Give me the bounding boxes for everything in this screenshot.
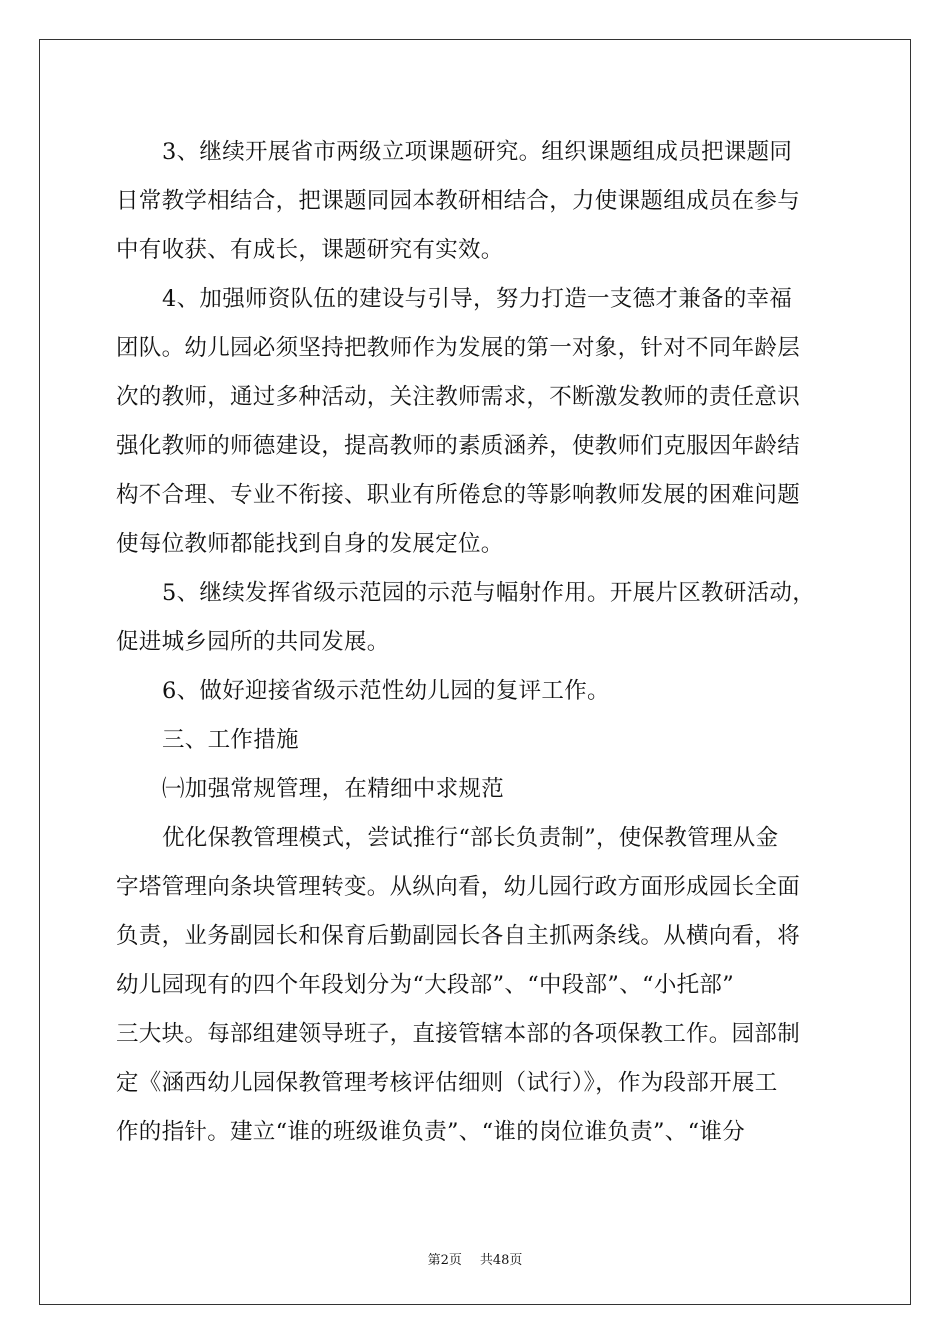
text-line: 5、继续发挥省级示范园的示范与幅射作用。开展片区教研活动，	[162, 580, 816, 606]
text-line: 作的指针。建立“谁的班级谁负责”、“谁的岗位谁负责”、“谁分	[116, 1119, 746, 1145]
text-line: 次的教师，通过多种活动，关注教师需求，不断激发教师的责任意识	[116, 384, 801, 410]
text-line: 团队。幼儿园必须坚持把教师作为发展的第一对象，针对不同年龄层	[116, 335, 801, 361]
text-line: 字塔管理向条块管理转变。从纵向看，幼儿园行政方面形成园长全面	[116, 874, 801, 900]
text-line: 三大块。每部组建领导班子，直接管辖本部的各项保教工作。园部制	[116, 1021, 801, 1047]
page-footer	[0, 1249, 950, 1268]
text-line: 3、继续开展省市两级立项课题研究。组织课题组成员把课题同	[162, 139, 793, 165]
page-number: 第2页	[427, 1253, 462, 1268]
text-line: 6、做好迎接省级示范性幼儿园的复评工作。	[162, 678, 610, 704]
subsection-heading: ㈠加强常规管理，在精细中求规范	[162, 776, 505, 802]
text-line: 促进城乡园所的共同发展。	[116, 629, 390, 655]
text-line: 定《涵西幼儿园保教管理考核评估细则（试行）》，作为段部开展工	[116, 1070, 778, 1096]
text-line: 强化教师的师德建设，提高教师的素质涵养，使教师们克服因年龄结	[116, 433, 801, 459]
text-line: 使每位教师都能找到自身的发展定位。	[116, 531, 504, 557]
page-border	[39, 39, 911, 1305]
text-line: 幼儿园现有的四个年段划分为“大段部”、“中段部”、“小托部”	[116, 972, 735, 998]
text-line: 日常教学相结合，把课题同园本教研相结合，力使课题组成员在参与	[116, 188, 801, 214]
page-total: 共48页	[479, 1253, 523, 1268]
text-line: 负责，业务副园长和保育后勤副园长各自主抓两条线。从横向看，将	[116, 923, 801, 949]
section-heading: 三、工作措施	[162, 727, 299, 753]
text-line: 4、加强师资队伍的建设与引导，努力打造一支德才兼备的幸福	[162, 286, 793, 312]
text-line: 构不合理、专业不衔接、职业有所倦怠的等影响教师发展的困难问题	[116, 482, 801, 508]
text-line: 中有收获、有成长，课题研究有实效。	[116, 237, 504, 263]
text-line: 优化保教管理模式，尝试推行“部长负责制”，使保教管理从金	[162, 825, 779, 851]
